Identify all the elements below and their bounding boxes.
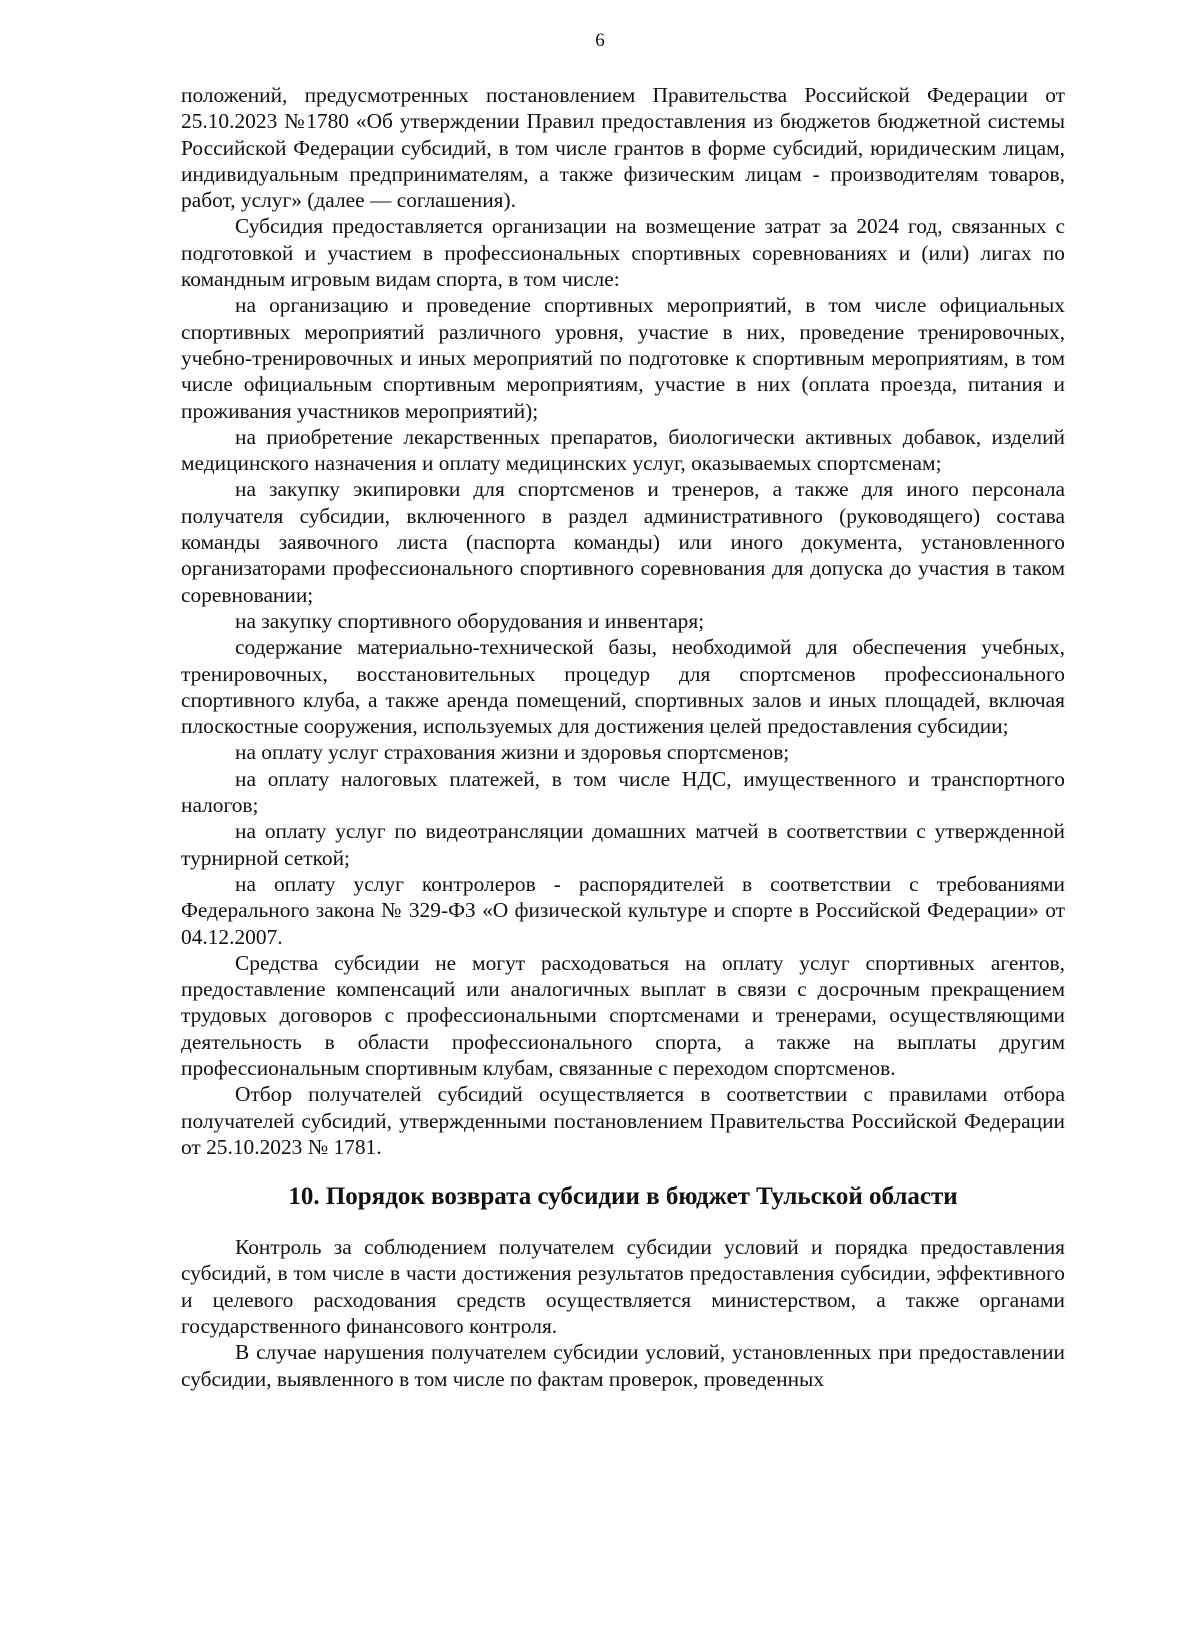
paragraph-violation: В случае нарушения получателем субсидии условий, установленных при предоставлении субсидии, выявленного в том числе по фактам проверок, проведенных [181, 1340, 1065, 1391]
document-body [181, 82, 1065, 1392]
list-item-insurance: на оплату услуг страхования жизни и здоровья спортсменов; [235, 740, 790, 765]
paragraph-selection: Отбор получателей субсидий осуществляется в соответствии с правилами отбора получателей субсидий, утвержденными постановлением Правительства Российской Федерации от 25.10.2023 № 1781. [181, 1082, 1065, 1159]
paragraph-control: Контроль за соблюдением получателем субсидии условий и порядка предоставления субсидий, в том числе в части достижения результатов предоставления субсидии, эффективного и целевого расходования средств осуществляется министерством, а также органами государственного финансового контроля. [181, 1235, 1065, 1339]
paragraph-subsidy-purpose: Субсидия предоставляется организации на возмещение затрат за 2024 год, связанных с подготовкой и участием в профессиональных спортивных соревнованиях и (или) лигах по командным игровым видам спорта, в том числе: [181, 214, 1065, 292]
list-item-stewards: на оплату услуг контролеров - распорядителей в соответствии с требованиями Федерального закона № 329-ФЗ «О физической культуре и спорте в Российской Федерации» от 04.12.2007. [181, 871, 1065, 949]
page-number: 6 [595, 30, 605, 51]
list-item-broadcast: на оплату услуг по видеотрансляции домашних матчей в соответствии с утвержденной турнирной сеткой; [181, 819, 1065, 870]
paragraph-restrictions: Средства субсидии не могут расходоваться на оплату услуг спортивных агентов, предоставление компенсаций или аналогичных выплат в связи с досрочным прекращением трудовых договоров с профессиональными спортсменами и тренерами, осуществляющими деятельность в области профессионального спорта, а также на выплаты другим профессиональным спортивным клубам, связанные с переходом спортсменов. [181, 950, 1065, 1080]
list-item-equipment: на закупку экипировки для спортсменов и тренеров, а также для иного персонала получателя субсидии, включенного в раздел административного (руководящего) состава команды заявочного листа (паспорта команды) или иного документа, установленного организаторами профессионального спортивного соревнования для допуска до участия в таком соревновании; [181, 477, 1065, 607]
list-item-medicines: на приобретение лекарственных препаратов, биологически активных добавок, изделий медицинского назначения и оплату медицинских услуг, оказываемых спортсменам; [181, 424, 1065, 476]
section-heading: 10. Порядок возврата субсидии в бюджет Тульской области [288, 1183, 958, 1211]
paragraph-continuation: положений, предусмотренных постановлением Правительства Российской Федерации от 25.10.2023 №1780 «Об утверждении Правил предоставления из бюджетов бюджетной системы Российской Федерации субсидий, в том числе грантов в форме субсидий, юридическим лицам, индивидуальным предпринимателям, а также физическим лицам - производителям товаров, работ, услуг» (далее — соглашения). [181, 83, 1065, 213]
list-item-facilities: содержание материально-технической базы, необходимой для обеспечения учебных, тренировочных, восстановительных процедур для спортсменов профессионального спортивного клуба, а также аренда помещений, спортивных залов и иных площадей, включая плоскостные сооружения, используемых для достижения целей предоставления субсидии; [181, 635, 1065, 739]
list-item-inventory: на закупку спортивного оборудования и инвентаря; [235, 608, 705, 633]
list-item-events: на организацию и проведение спортивных мероприятий, в том числе официальных спортивных мероприятий различного уровня, участие в них, проведение тренировочных, учебно-тренировочных и иных мероприятий по подготовке к спортивным мероприятиям, в том числе официальным спортивным мероприятиям, участие в них (оплата проезда, питания и проживания участников мероприятий); [181, 293, 1065, 423]
list-item-taxes: на оплату налоговых платежей, в том числе НДС, имущественного и транспортного налогов; [181, 766, 1065, 818]
